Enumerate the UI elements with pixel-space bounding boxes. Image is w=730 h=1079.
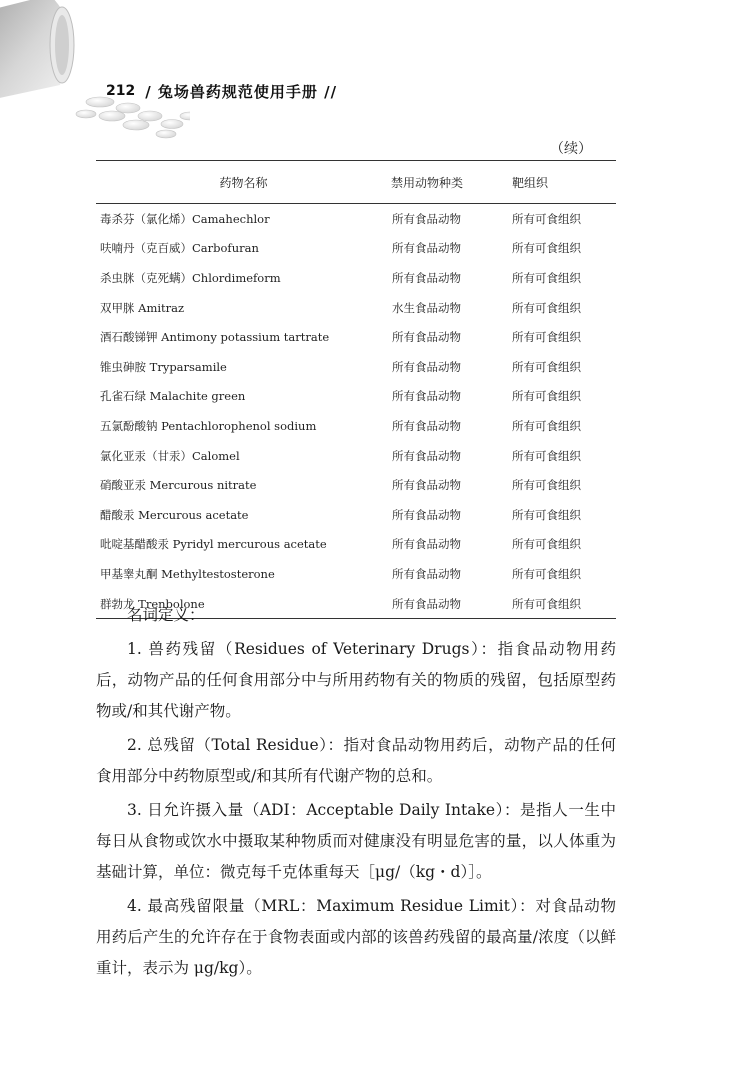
cell-drug-name: 群勃龙 Trenbolone	[96, 589, 391, 619]
table-row	[96, 382, 616, 412]
definition-paragraph-4: 4. 最高残留限量（MRL：Maximum Residue Limit）：对食品动物用药后产生的允许存在于食物表面或内部的该兽药残留的最高量/浓度（以鲜重计，表示为 μg/kg）。	[96, 897, 616, 977]
table-header-row	[96, 161, 616, 204]
cell-banned-animals: 所有食品动物	[392, 507, 461, 522]
table-row	[96, 559, 616, 589]
cell-banned-animals: 所有食品动物	[392, 418, 461, 433]
cell-target-tissue: 所有可食组织	[512, 300, 581, 315]
cell-banned-animals: 所有食品动物	[392, 389, 461, 404]
cell-drug-name: 五氯酚酸钠 Pentachlorophenol sodium	[100, 418, 317, 433]
cell-drug-name: 吡啶基醋酸汞 Pyridyl mercurous acetate	[100, 537, 327, 552]
page-number: 212	[106, 83, 136, 99]
cell-banned-animals: 所有食品动物	[392, 270, 461, 285]
book-title: / 兔场兽药规范使用手册 //	[145, 82, 338, 101]
definition-paragraph-3: 3. 日允许摄入量（ADI：Acceptable Daily Intake）：是指人一生中每日从食物或饮水中摄取某种物质而对健康没有明显危害的量，以人体重为基础计算，单位：微克每千克体重每天［μg/（kg・d）］。	[96, 801, 616, 881]
definition-paragraph-2: 2. 总残留（Total Residue）：指对食品动物用药后，动物产品的任何食用部分中药物原型或/和其所有代谢产物的总和。	[96, 736, 616, 785]
cell-drug-name: 杀虫脒（克死螨）Chlordimeform	[100, 270, 281, 285]
cell-drug-name: 锥虫砷胺 Tryparsamile	[100, 359, 227, 374]
cell-target-tissue: 所有可食组织	[512, 478, 581, 493]
cell-target-tissue: 所有可食组织	[512, 418, 581, 433]
cell-target-tissue: 所有可食组织	[511, 589, 616, 619]
cell-drug-name: 双甲脒 Amitraz	[100, 300, 185, 315]
table-row	[96, 411, 616, 441]
cell-target-tissue: 所有可食组织	[512, 241, 581, 256]
cell-drug-name: 硝酸亚汞 Mercurous nitrate	[100, 478, 257, 493]
definition-paragraph-1: 1. 兽药残留（Residues of Veterinary Drugs）：指食品动物用药后，动物产品的任何食用部分中与所用药物有关的物质的残留，包括原型药物或/和其代谢产物。	[96, 640, 616, 720]
cell-target-tissue: 所有可食组织	[512, 537, 581, 552]
table-row	[96, 263, 616, 293]
table-row	[96, 441, 616, 471]
cell-target-tissue: 所有可食组织	[512, 448, 581, 463]
table-row	[96, 204, 616, 234]
cell-banned-animals: 所有食品动物	[392, 537, 461, 552]
cell-drug-name: 甲基睾丸酮 Methyltestosterone	[100, 566, 275, 581]
table-row	[96, 530, 616, 560]
cell-banned-animals: 所有食品动物	[392, 478, 461, 493]
cell-banned-animals: 所有食品动物	[392, 211, 461, 226]
cell-drug-name: 醋酸汞 Mercurous acetate	[100, 507, 249, 522]
cell-drug-name: 氯化亚汞（甘汞）Calomel	[100, 448, 240, 463]
cell-banned-animals: 所有食品动物	[392, 566, 461, 581]
column-header-target-tissue: 靶组织	[511, 161, 616, 204]
cell-banned-animals: 所有食品动物	[392, 241, 461, 256]
table-row	[96, 322, 616, 352]
pill-bottle-illustration	[0, 0, 190, 150]
cell-banned-animals: 所有食品动物	[391, 589, 511, 619]
cell-drug-name: 孔雀石绿 Malachite green	[100, 389, 246, 404]
continued-label: （续）	[550, 141, 592, 157]
cell-target-tissue: 所有可食组织	[512, 211, 581, 226]
table-row	[96, 293, 616, 323]
table-row	[96, 500, 616, 530]
table-row	[96, 234, 616, 264]
definitions-heading: 名词定义：	[127, 606, 205, 624]
cell-banned-animals: 所有食品动物	[392, 330, 461, 345]
cell-target-tissue: 所有可食组织	[512, 330, 581, 345]
column-header-drug-name: 药物名称	[96, 161, 391, 204]
running-header	[106, 80, 337, 102]
cell-target-tissue: 所有可食组织	[512, 270, 581, 285]
cell-drug-name: 酒石酸锑钾 Antimony potassium tartrate	[100, 330, 330, 345]
cell-target-tissue: 所有可食组织	[512, 389, 581, 404]
cell-target-tissue: 所有可食组织	[512, 359, 581, 374]
cell-target-tissue: 所有可食组织	[512, 566, 581, 581]
cell-target-tissue: 所有可食组织	[512, 507, 581, 522]
table-row	[96, 352, 616, 382]
cell-banned-animals: 水生食品动物	[392, 300, 461, 315]
cell-banned-animals: 所有食品动物	[392, 448, 461, 463]
cell-banned-animals: 所有食品动物	[392, 359, 461, 374]
cell-drug-name: 毒杀芬（氯化烯）Camahechlor	[100, 211, 270, 226]
cell-drug-name: 呋喃丹（克百威）Carbofuran	[100, 241, 259, 256]
column-header-banned-animals: 禁用动物种类	[391, 161, 511, 204]
definitions-section	[96, 600, 616, 984]
banned-drugs-table	[96, 160, 616, 619]
table-row	[96, 470, 616, 500]
